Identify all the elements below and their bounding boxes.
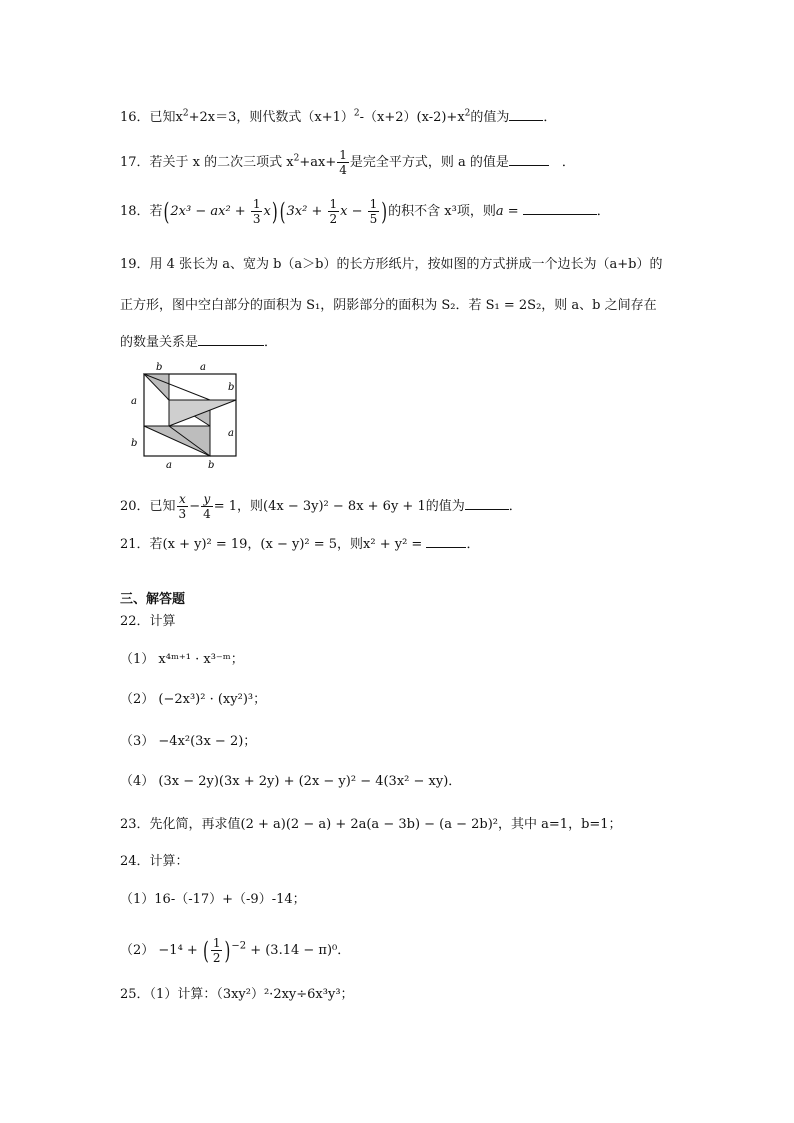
question-25: 25．（1）计算：（3xy²）²·2xy÷6x³y³； bbox=[120, 987, 354, 1002]
answer-blank-17[interactable] bbox=[509, 153, 549, 166]
figure-label: b bbox=[208, 460, 215, 471]
question-24-part2: （2） −1⁴ + ( $\frac{1}{2}$ )$^{-2}$ + (3.14 − π)⁰． bbox=[120, 936, 351, 965]
answer-blank-19[interactable] bbox=[198, 333, 264, 346]
answer-blank-20[interactable] bbox=[465, 497, 509, 510]
figure-label: b bbox=[228, 382, 235, 393]
question-22-part3: （3） −4x²(3x − 2)； bbox=[120, 734, 257, 749]
figure-label: a bbox=[166, 460, 172, 471]
question-22-part4: （4） (3x − 2y)(3x + 2y) + (2x − y)² − 4(3x² − xy)． bbox=[120, 774, 462, 789]
question-22-part2: （2） (−2x³)² · (xy²)³； bbox=[120, 692, 267, 707]
question-20: 20．已知 $\frac{x}{3}$ − $\frac{y}{4}$ = 1，则(4x − 3y)² − 8x + 6y + 1的值为 ． bbox=[120, 492, 522, 521]
answer-blank-18[interactable] bbox=[523, 202, 597, 215]
question-24-part1: （1）16-（-17）+（-9）-14； bbox=[120, 892, 306, 907]
question-22-part1: （1） x⁴ᵐ⁺¹ · x³⁻ᵐ； bbox=[120, 652, 244, 667]
figure-label: a bbox=[200, 362, 206, 373]
figure-label: a bbox=[228, 428, 234, 439]
answer-blank-16[interactable] bbox=[509, 108, 543, 121]
figure-label: b bbox=[131, 438, 138, 449]
question-21: 21．若(x + y)² = 19，(x − y)² = 5，则x² + y² = ． bbox=[120, 537, 480, 552]
fraction-one-quarter: $\frac{1}{4}$ bbox=[339, 148, 347, 177]
figure-label: b bbox=[156, 362, 163, 373]
question-23: 23．先化简，再求值(2 + a)(2 − a) + 2a(a − 3b) − (a − 2b)²，其中 a=1，b=1； bbox=[120, 817, 622, 832]
pinwheel-figure bbox=[124, 360, 242, 472]
question-18: 18．若(2x³ − ax² + $\frac{1}{3}$ x) (3x² + $\frac{1}{2}$ x − $\frac{1}{5}$ )的积不含 x³项，则a = ． bbox=[120, 197, 610, 226]
question-19-line3: 的数量关系是 ． bbox=[120, 335, 278, 350]
answer-blank-21[interactable] bbox=[426, 535, 466, 548]
question-19-line2: 正方形，图中空白部分的面积为 S₁，阴影部分的面积为 S₂．若 S₁ = 2S₂，则 a、b 之间存在 bbox=[120, 298, 657, 313]
question-16: 16．已知$x^2+2x=3$，则代数式$(x+1)^2-(x+2)(x-2)+x^2$的值为 ． bbox=[120, 108, 557, 125]
section-title: 三、解答题 bbox=[120, 592, 186, 607]
question-24-title: 24．计算： bbox=[120, 854, 189, 869]
figure-label: a bbox=[131, 396, 137, 407]
question-22-title: 22．计算 bbox=[120, 614, 176, 629]
question-19-line1: 19．用 4 张长为 a、宽为 b（a＞b）的长方形纸片，按如图的方式拼成一个边长为（a+b）的 bbox=[120, 257, 663, 272]
question-17: 17．若关于 x 的二次三项式 $x^2+ax+$ $\frac{1}{4}$ 是完全平方式，则 a 的值是 ． bbox=[120, 148, 575, 177]
